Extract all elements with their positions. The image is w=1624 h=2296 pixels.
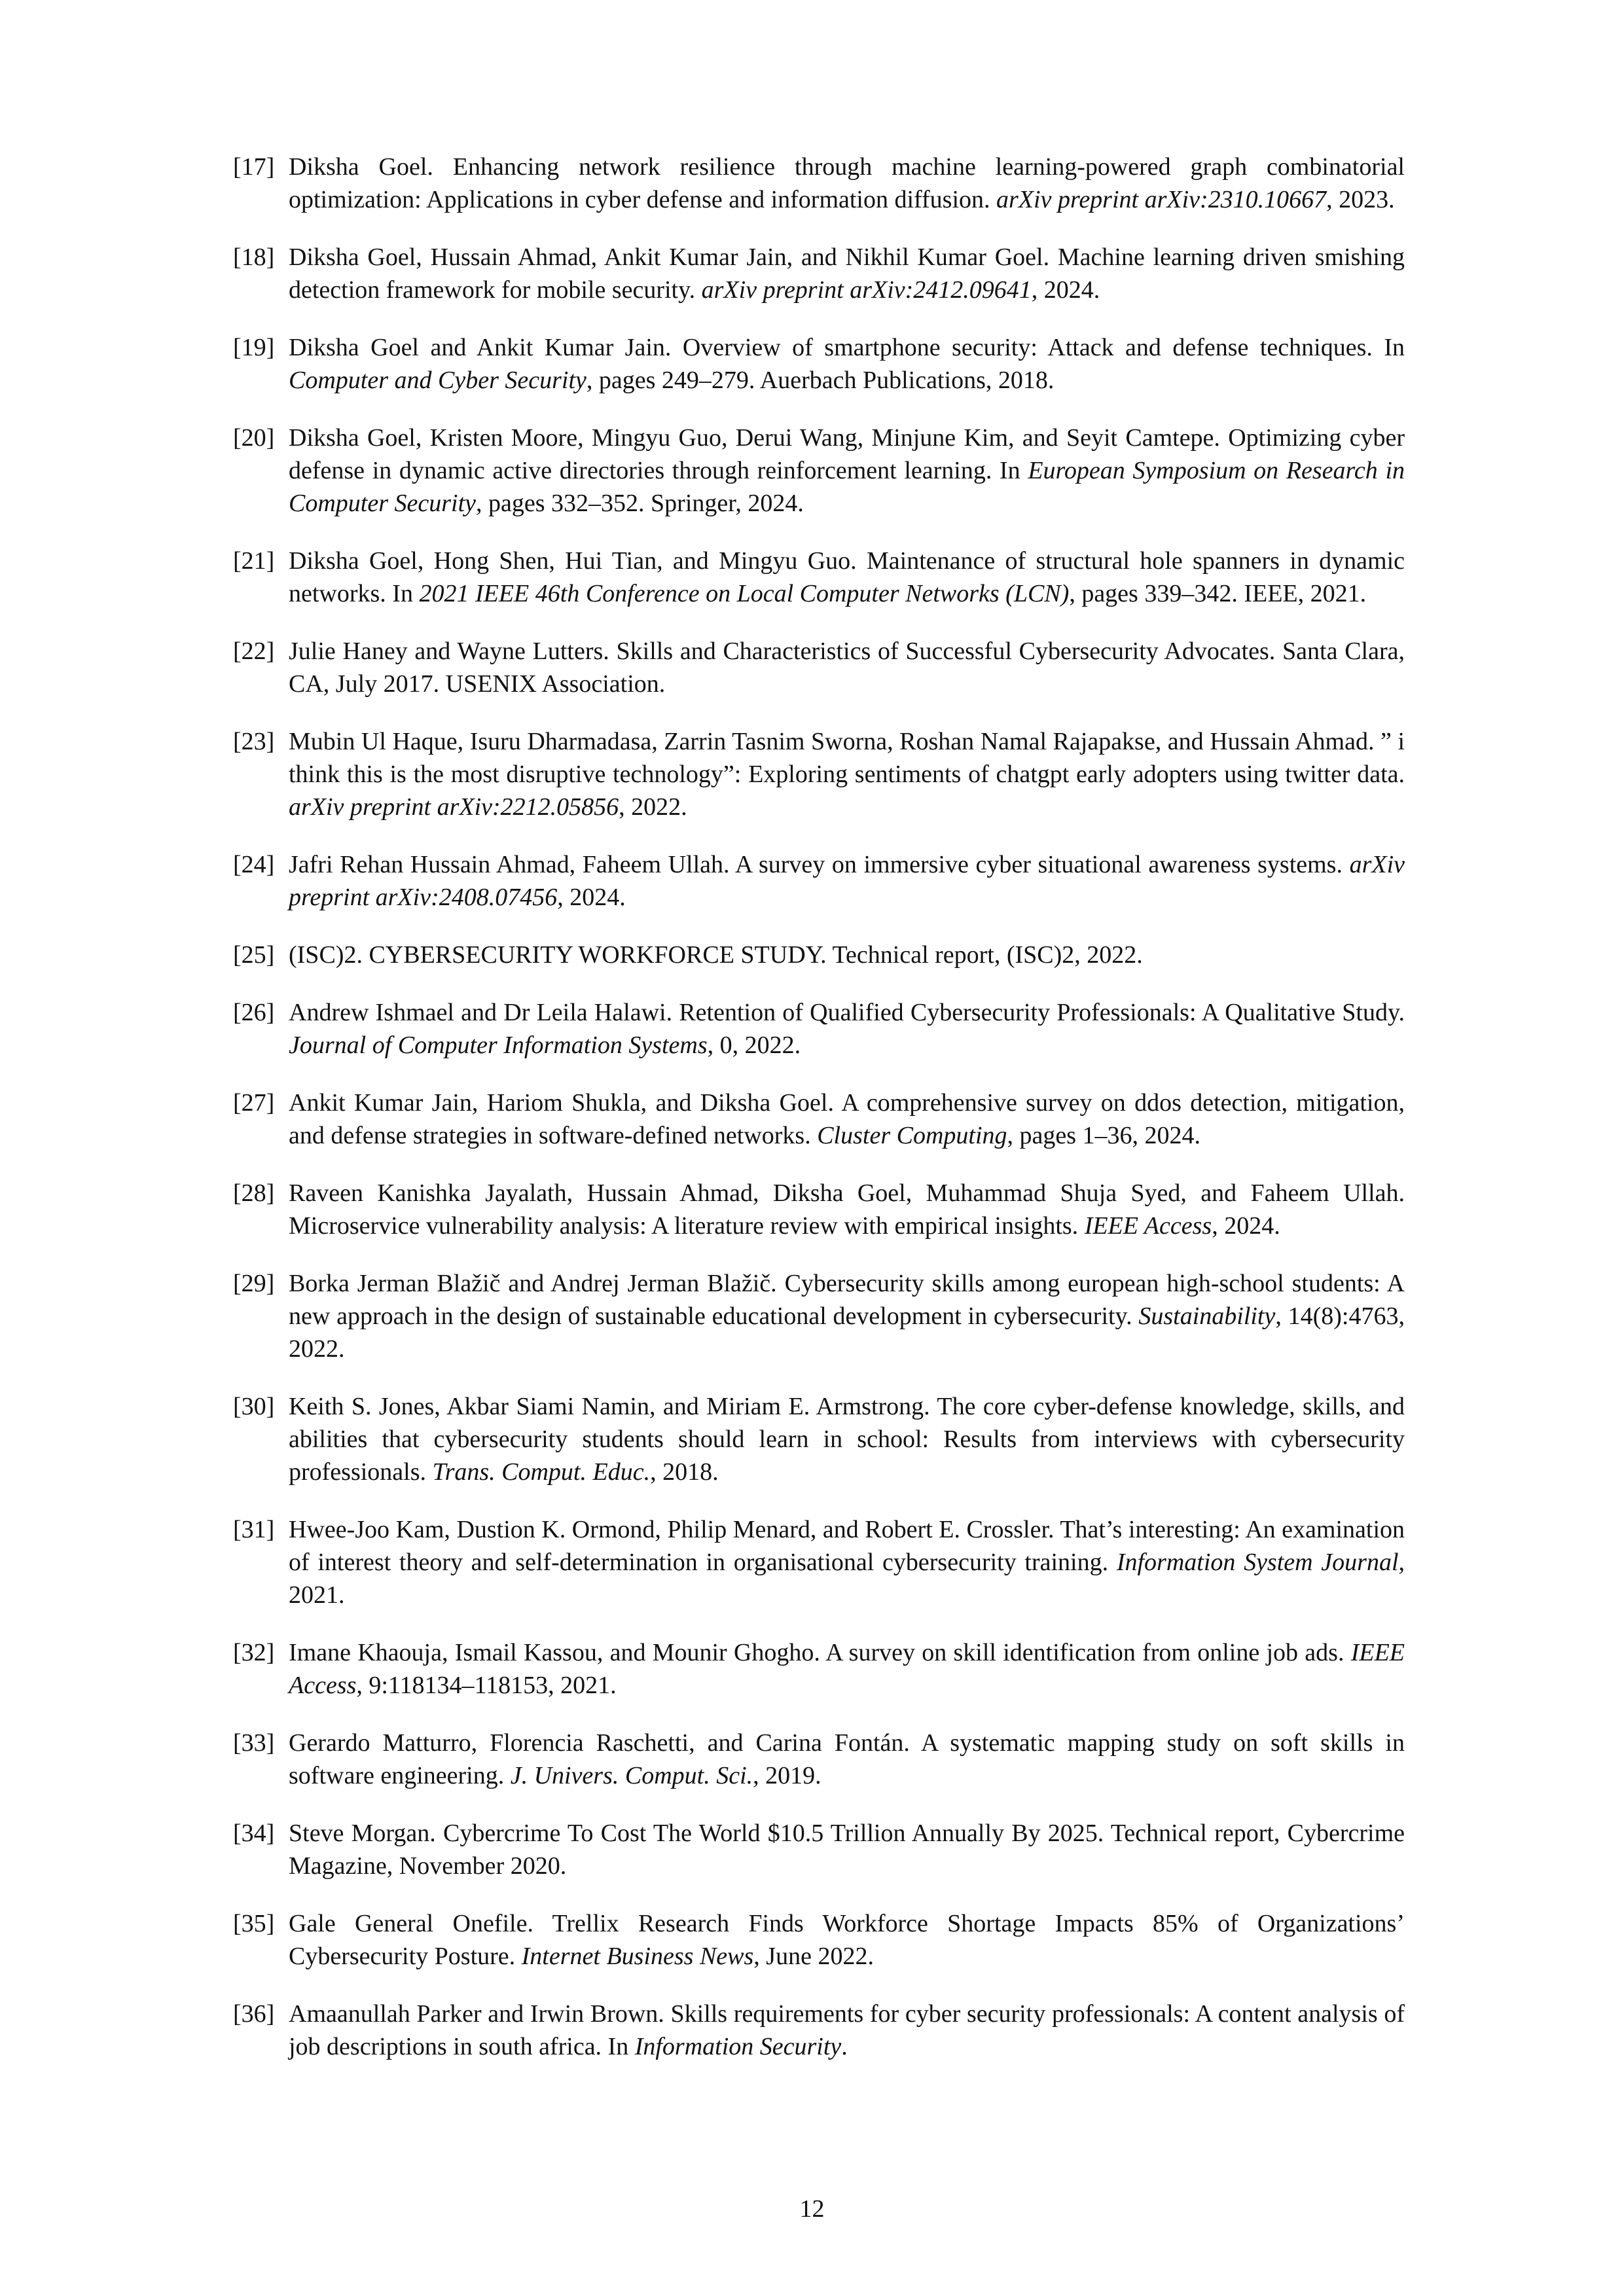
reference-segment: Gale General Onefile. Trellix Research Finds Workforce Shortage Impacts 85% of Organizations’ Cybersecurity Posture.	[289, 1910, 1405, 1970]
reference-segment: , 2024.	[1212, 1212, 1280, 1240]
reference-segment: Mubin Ul Haque, Isuru Dharmadasa, Zarrin Tasnim Sworna, Roshan Namal Rajapakse, and Hussain Ahmad. ” i think this is the most disruptive technology”: Exploring sentiments of chatgpt early adopters using twitter data.	[289, 728, 1405, 788]
reference-text	[289, 635, 1405, 700]
reference-segment: Borka Jerman Blažič and Andrej Jerman Blažič. Cybersecurity skills among european high-school students: A new approach in the design of sustainable educational development in cybersecurity.	[289, 1270, 1405, 1330]
reference-entry	[233, 996, 1405, 1062]
reference-number: [27]	[233, 1089, 275, 1117]
reference-venue: Sustainability	[1138, 1302, 1276, 1330]
reference-segment: Diksha Goel, Hussain Ahmad, Ankit Kumar Jain, and Nikhil Kumar Goel. Machine learning driven smishing detection framework for mobile security.	[289, 243, 1405, 304]
reference-entry	[233, 331, 1405, 397]
reference-venue: arXiv preprint arXiv:2310.10667	[996, 186, 1327, 213]
reference-number: [22]	[233, 637, 275, 665]
reference-text	[289, 1086, 1405, 1152]
reference-segment: Julie Haney and Wayne Lutters. Skills and Characteristics of Successful Cybersecurity Advocates. Santa Clara, CA, July 2017. USENIX Association.	[289, 637, 1405, 698]
reference-segment: Hwee-Joo Kam, Dustion K. Ormond, Philip Menard, and Robert E. Crossler. That’s interesting: An examination of interest theory and self-determination in organisational cybersecurity training.	[289, 1516, 1405, 1576]
reference-list	[233, 151, 1405, 2088]
reference-venue: IEEE Access	[1084, 1212, 1212, 1240]
reference-entry	[233, 635, 1405, 700]
reference-text	[289, 939, 1405, 971]
reference-number: [32]	[233, 1639, 275, 1666]
reference-venue: arXiv preprint arXiv:2412.09641	[701, 276, 1032, 304]
reference-segment: , 2022.	[619, 793, 687, 821]
reference-segment: Raveen Kanishka Jayalath, Hussain Ahmad, Diksha Goel, Muhammad Shuja Syed, and Faheem Ullah. Microservice vulnerability analysis: A literature review with empirical insights.	[289, 1179, 1405, 1240]
reference-segment: , 2023.	[1326, 186, 1395, 213]
reference-segment: Jafri Rehan Hussain Ahmad, Faheem Ullah. A survey on immersive cyber situational awareness systems.	[289, 851, 1350, 878]
reference-text	[289, 1817, 1405, 1882]
reference-text	[289, 1177, 1405, 1242]
reference-entry	[233, 1177, 1405, 1242]
reference-segment: , 0, 2022.	[707, 1031, 801, 1059]
reference-entry	[233, 1513, 1405, 1611]
reference-segment: Diksha Goel, Hong Shen, Hui Tian, and Mingyu Guo. Maintenance of structural hole spanners in dynamic networks. In	[289, 547, 1405, 607]
reference-text	[289, 331, 1405, 397]
reference-entry	[233, 151, 1405, 216]
reference-segment: , 2024.	[1031, 276, 1100, 304]
reference-venue: arXiv preprint arXiv:2212.05856	[289, 793, 619, 821]
reference-number: [24]	[233, 851, 275, 878]
reference-entry	[233, 1998, 1405, 2063]
reference-text	[289, 1907, 1405, 1973]
reference-segment: Andrew Ishmael and Dr Leila Halawi. Retention of Qualified Cybersecurity Professionals: A Qualitative Study.	[289, 999, 1405, 1026]
reference-text	[289, 1636, 1405, 1702]
reference-segment: , June 2022.	[753, 1943, 874, 1970]
reference-entry	[233, 725, 1405, 823]
reference-segment: Diksha Goel and Ankit Kumar Jain. Overview of smartphone security: Attack and defense techniques. In	[289, 334, 1405, 361]
reference-number: [35]	[233, 1910, 275, 1937]
reference-number: [18]	[233, 243, 275, 271]
reference-segment: .	[841, 2033, 848, 2060]
reference-text	[289, 848, 1405, 914]
reference-text	[289, 241, 1405, 306]
reference-segment: , pages 1–36, 2024.	[1007, 1122, 1201, 1149]
reference-text	[289, 1390, 1405, 1488]
page-number: 12	[799, 2195, 825, 2223]
reference-venue: European Symposium on Research in Computer Security	[289, 457, 1405, 517]
reference-text	[289, 151, 1405, 216]
reference-number: [29]	[233, 1270, 275, 1297]
reference-text	[289, 1267, 1405, 1365]
reference-venue: Internet Business News	[521, 1943, 754, 1970]
reference-number: [26]	[233, 999, 275, 1026]
reference-number: [19]	[233, 334, 275, 361]
reference-segment: Diksha Goel. Enhancing network resilience through machine learning-powered graph combinatorial optimization: Applications in cyber defense and information diffusion.	[289, 153, 1405, 213]
reference-entry	[233, 1086, 1405, 1152]
reference-text	[289, 996, 1405, 1062]
reference-venue: Cluster Computing	[817, 1122, 1007, 1149]
reference-segment: , pages 339–342. IEEE, 2021.	[1069, 580, 1367, 607]
reference-segment: , 2021.	[289, 1549, 1405, 1609]
reference-segment: , 2019.	[753, 1762, 821, 1789]
reference-venue: Trans. Comput. Educ.	[432, 1458, 651, 1486]
reference-venue: Journal of Computer Information Systems	[289, 1031, 708, 1059]
reference-entry	[233, 1390, 1405, 1488]
reference-segment: Diksha Goel, Kristen Moore, Mingyu Guo, Derui Wang, Minjune Kim, and Seyit Camtepe. Optimizing cyber defense in dynamic active directories through reinforcement learning. In	[289, 424, 1405, 484]
reference-number: [36]	[233, 2000, 275, 2028]
reference-segment: Amaanullah Parker and Irwin Brown. Skills requirements for cyber security professionals: A content analysis of job descriptions in south africa. In	[289, 2000, 1405, 2060]
reference-number: [17]	[233, 153, 275, 181]
reference-entry	[233, 939, 1405, 971]
reference-number: [25]	[233, 941, 275, 969]
reference-text	[289, 1513, 1405, 1611]
reference-entry	[233, 1636, 1405, 1702]
reference-venue: IEEE Access	[289, 1639, 1405, 1699]
reference-segment: , pages 332–352. Springer, 2024.	[476, 490, 804, 517]
reference-text	[289, 725, 1405, 823]
reference-text	[289, 422, 1405, 520]
reference-number: [28]	[233, 1179, 275, 1207]
reference-number: [20]	[233, 424, 275, 452]
reference-segment: , 9:118134–118153, 2021.	[356, 1672, 617, 1699]
reference-entry	[233, 1907, 1405, 1973]
reference-entry	[233, 848, 1405, 914]
reference-text	[289, 1998, 1405, 2063]
reference-entry	[233, 1727, 1405, 1792]
reference-segment: Ankit Kumar Jain, Hariom Shukla, and Diksha Goel. A comprehensive survey on ddos detection, mitigation, and defense strategies in software-defined networks.	[289, 1089, 1405, 1149]
reference-text	[289, 1727, 1405, 1792]
reference-number: [31]	[233, 1516, 275, 1543]
reference-venue: arXiv preprint arXiv:2408.07456	[289, 851, 1405, 911]
reference-venue: Computer and Cyber Security	[289, 367, 586, 394]
reference-segment: , 2018.	[650, 1458, 719, 1486]
reference-venue: Information Security	[634, 2033, 842, 2060]
reference-segment: Keith S. Jones, Akbar Siami Namin, and Miriam E. Armstrong. The core cyber-defense knowledge, skills, and abilities that cybersecurity students should learn in school: Results from interviews with cybersecurity professionals.	[289, 1393, 1405, 1486]
reference-number: [30]	[233, 1393, 275, 1420]
reference-entry	[233, 545, 1405, 610]
reference-number: [34]	[233, 1820, 275, 1847]
reference-entry	[233, 422, 1405, 520]
reference-segment: , 14(8):4763, 2022.	[289, 1302, 1405, 1363]
reference-segment: , pages 249–279. Auerbach Publications, 2018.	[586, 367, 1055, 394]
reference-venue: Information System Journal	[1116, 1549, 1399, 1576]
reference-segment: Imane Khaouja, Ismail Kassou, and Mounir Ghogho. A survey on skill identification from online job ads.	[289, 1639, 1351, 1666]
reference-entry	[233, 1267, 1405, 1365]
reference-number: [33]	[233, 1729, 275, 1757]
reference-venue: 2021 IEEE 46th Conference on Local Computer Networks (LCN)	[419, 580, 1070, 607]
reference-segment: , 2024.	[557, 884, 626, 911]
reference-venue: J. Univers. Comput. Sci.	[510, 1762, 753, 1789]
reference-segment: (ISC)2. CYBERSECURITY WORKFORCE STUDY. Technical report, (ISC)2, 2022.	[289, 941, 1143, 969]
reference-entry	[233, 1817, 1405, 1882]
reference-text	[289, 545, 1405, 610]
reference-entry	[233, 241, 1405, 306]
reference-segment: Steve Morgan. Cybercrime To Cost The World $10.5 Trillion Annually By 2025. Technical report, Cybercrime Magazine, November 2020.	[289, 1820, 1405, 1880]
reference-number: [23]	[233, 728, 275, 755]
reference-segment: Gerardo Matturro, Florencia Raschetti, and Carina Fontán. A systematic mapping study on soft skills in software engineering.	[289, 1729, 1405, 1789]
reference-number: [21]	[233, 547, 275, 575]
